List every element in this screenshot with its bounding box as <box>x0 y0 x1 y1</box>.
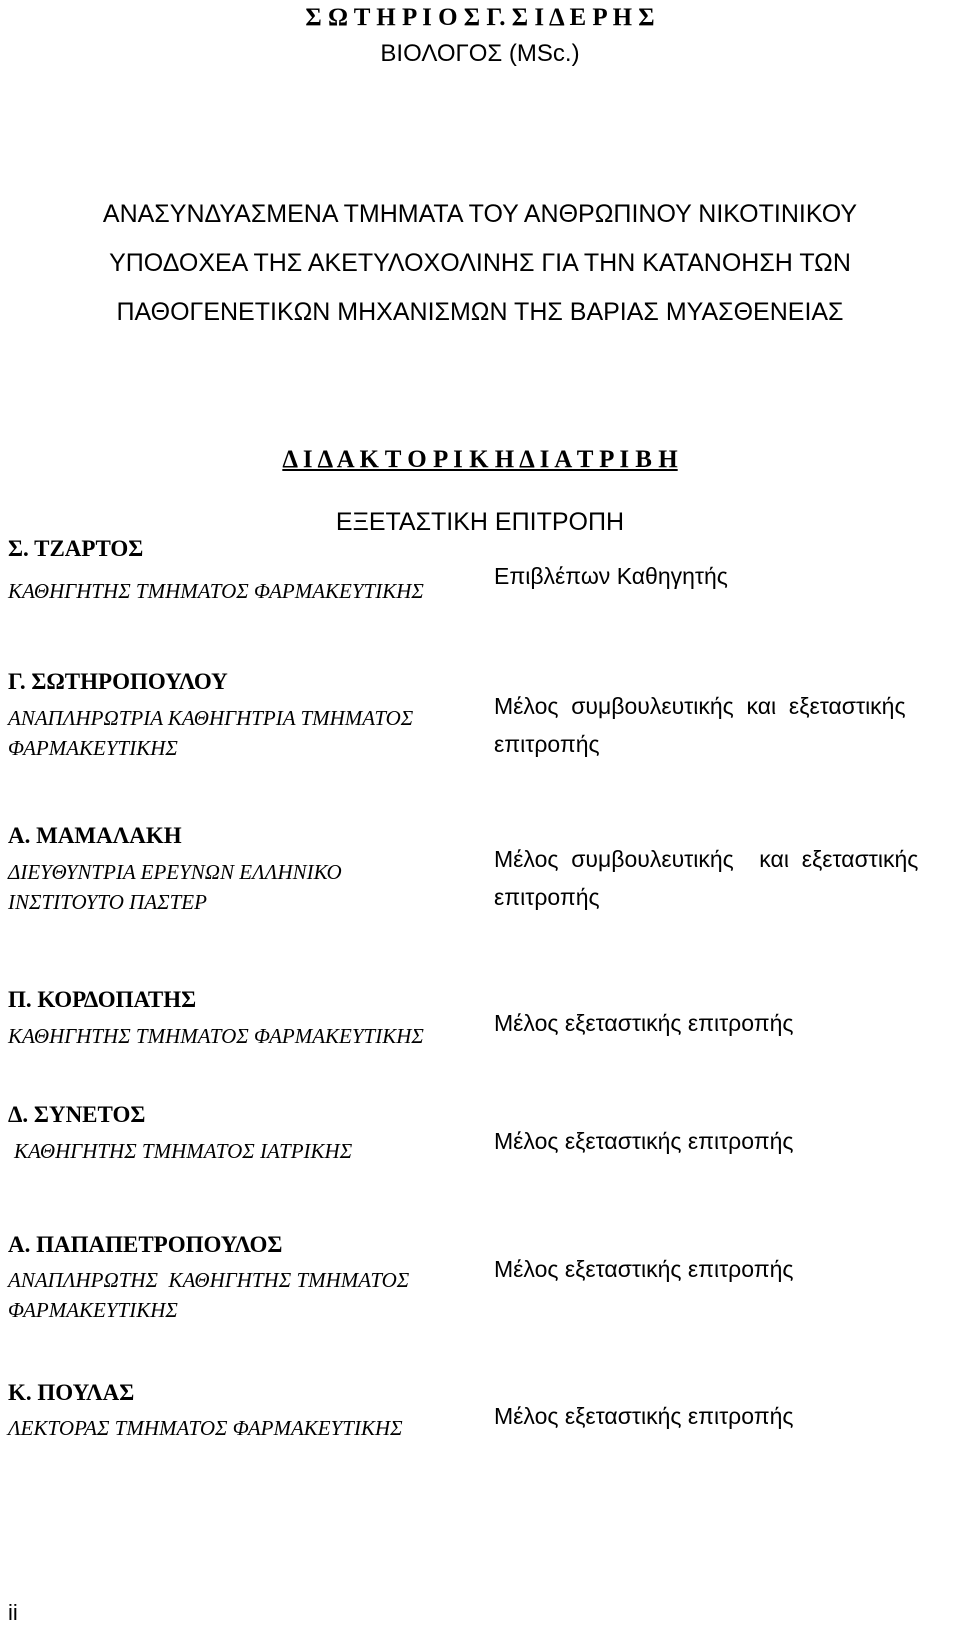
member-role: Μέλος συμβουλευτικής και εξεταστικής επιτροπής <box>494 846 919 910</box>
member-name: Π. ΚΟΡΔΟΠΑΤΗΣ <box>8 987 197 1012</box>
member-role: Μέλος εξεταστικής επιτροπής <box>494 1256 794 1282</box>
member-affiliation: ΚΑΘΗΓΗΤΗΣ ΤΜΗΜΑΤΟΣ ΦΑΡΜΑΚΕΥΤΙΚΗΣ <box>8 579 424 603</box>
author-name: Σ Ω Τ Η Ρ Ι Ο Σ Γ. Σ Ι Δ Ε Ρ Η Σ <box>305 4 655 31</box>
thesis-title-line: ΠΑΘΟΓΕΝΕΤΙΚΩΝ ΜΗΧΑΝΙΣΜΩΝ ΤΗΣ ΒΑΡΙΑΣ ΜΥΑΣΘΕΝΕΙΑΣ <box>116 298 844 326</box>
member-name: Α. ΜΑΜΑΛΑΚΗ <box>8 823 182 848</box>
member-role: Επιβλέπων Καθηγητής <box>494 563 728 589</box>
member-name: Σ. ΤΖΑΡΤΟΣ <box>8 536 144 561</box>
member-affiliation: ΚΑΘΗΓΗΤΗΣ ΤΜΗΜΑΤΟΣ ΦΑΡΜΑΚΕΥΤΙΚΗΣ <box>8 1024 424 1048</box>
member-name: Δ. ΣΥΝΕΤΟΣ <box>8 1102 146 1127</box>
member-role: Μέλος εξεταστικής επιτροπής <box>494 1403 794 1429</box>
member-name: Α. ΠΑΠΑΠΕΤΡΟΠΟΥΛΟΣ <box>8 1232 283 1257</box>
member-role: Μέλος εξεταστικής επιτροπής <box>494 1128 794 1154</box>
page-number: ii <box>8 1600 18 1625</box>
member-role: Μέλος εξεταστικής επιτροπής <box>494 1010 794 1036</box>
member-affiliation: ΔΙΕΥΘΥΝΤΡΙΑ ΕΡΕΥΝΩΝ ΕΛΛΗΝΙΚΟ ΙΝΣΤΙΤΟΥΤΟ ΠΑΣΤΕΡ <box>8 860 342 914</box>
member-name: Κ. ΠΟΥΛΑΣ <box>8 1380 135 1405</box>
thesis-title-line: ΥΠΟΔΟΧΕΑ ΤΗΣ ΑΚΕΤΥΛΟΧΟΛΙΝΗΣ ΓΙΑ ΤΗΝ ΚΑΤΑΝΟΗΣΗ ΤΩΝ <box>109 249 851 277</box>
thesis-type: Δ Ι Δ Α Κ Τ Ο Ρ Ι Κ Η Δ Ι Α Τ Ρ Ι Β Η <box>282 446 678 473</box>
thesis-title-line: ΑΝΑΣΥΝΔΥΑΣΜΕΝΑ ΤΜΗΜΑΤΑ ΤΟΥ ΑΝΘΡΩΠΙΝΟΥ ΝΙΚΟΤΙΝΙΚΟΥ <box>102 200 858 228</box>
member-role: Μέλος συμβουλευτικής και εξεταστικής επιτροπής <box>494 693 906 757</box>
member-affiliation: ΑΝΑΠΛΗΡΩΤΡΙΑ ΚΑΘΗΓΗΤΡΙΑ ΤΜΗΜΑΤΟΣ ΦΑΡΜΑΚΕΥΤΙΚΗΣ <box>8 706 414 760</box>
member-name: Γ. ΣΩΤΗΡΟΠΟΥΛΟΥ <box>8 669 228 694</box>
thesis-title <box>0 190 960 337</box>
member-affiliation: ΛΕΚΤΟΡΑΣ ΤΜΗΜΑΤΟΣ ΦΑΡΜΑΚΕΥΤΙΚΗΣ <box>8 1416 403 1440</box>
author-title: ΒΙΟΛΟΓΟΣ (MSc.) <box>380 40 580 67</box>
member-affiliation: ΑΝΑΠΛΗΡΩΤΗΣ ΚΑΘΗΓΗΤΗΣ ΤΜΗΜΑΤΟΣ ΦΑΡΜΑΚΕΥΤΙΚΗΣ <box>8 1268 410 1322</box>
committee-heading: ΕΞΕΤΑΣΤΙΚΗ ΕΠΙΤΡΟΠΗ <box>335 508 625 536</box>
member-affiliation: ΚΑΘΗΓΗΤΗΣ ΤΜΗΜΑΤΟΣ ΙΑΤΡΙΚΗΣ <box>14 1139 353 1163</box>
